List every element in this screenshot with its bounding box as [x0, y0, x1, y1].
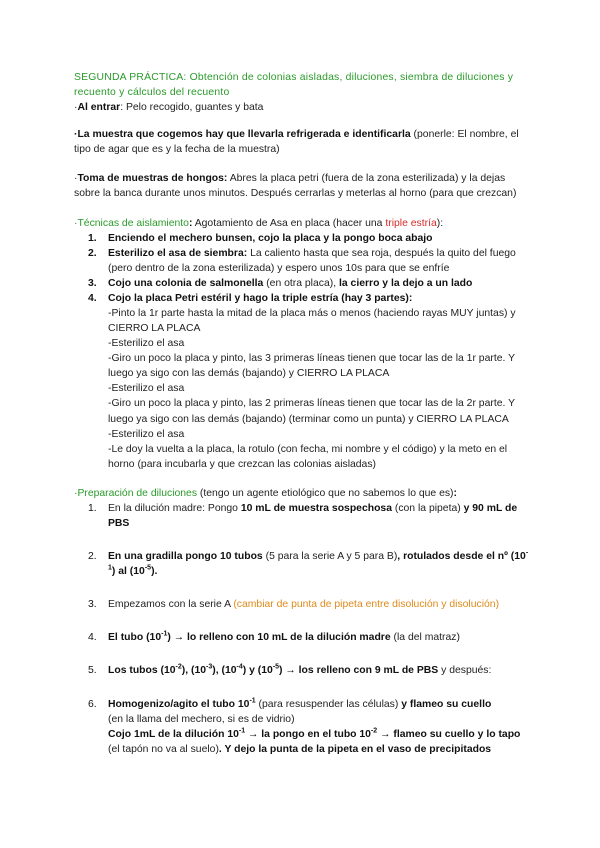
item-text: La caliento hasta que sea roja, después la quito del fuego (pero dentro de la zona esterilizada) y espero unos 10s para que se enfríe — [108, 247, 516, 274]
colon: : — [453, 487, 457, 499]
item-text: Enciendo el mechero bunsen, cojo la placa y la pongo boca abajo — [108, 232, 433, 244]
item-number: 3. — [88, 599, 97, 611]
triple-estria-highlight: triple estría — [385, 217, 437, 229]
item-text: → la pongo en el tubo 10 — [245, 728, 371, 740]
bullet: · — [74, 102, 78, 114]
tecnicas-list — [74, 231, 534, 472]
list-item — [74, 291, 534, 472]
page-title: SEGUNDA PRÁCTICA: Obtención de colonias aisladas, diluciones, siembra de diluciones y recuento y cálculos del recuento — [74, 72, 514, 99]
superscript: -2 — [370, 727, 378, 735]
item-text: ), (10 — [181, 665, 207, 677]
item-label: Esterilizo el asa de siembra: — [108, 247, 248, 259]
item-text: (5 para la serie A y 5 para B) — [262, 551, 398, 563]
item-number: 2. — [88, 551, 97, 563]
item-text: ) → los relleno con 9 mL de PBS — [279, 665, 439, 677]
item-number: 1. — [88, 502, 97, 514]
list-item — [74, 597, 534, 612]
tecnicas-text: Agotamiento de Asa en placa (hacer una — [192, 217, 386, 229]
superscript: -1 — [161, 630, 168, 638]
item-text: En la dilución madre: Pongo — [108, 502, 241, 514]
list-item — [74, 501, 534, 531]
item-bold: 10 mL de muestra sospechosa — [240, 502, 392, 514]
muestra-label: ·La muestra que cogemos hay que llevarla refrigerada e identificarla — [74, 129, 411, 141]
superscript: -4 — [236, 663, 243, 671]
muestra-text: (ponerle: El nombre, el tipo de agar que es y la fecha de la muestra) — [74, 129, 519, 156]
item-bold: . Y dejo la punta de la pipeta en el vaso de precipitados — [218, 743, 492, 755]
item-bold: En una gradilla pongo 10 tubos — [108, 551, 263, 563]
hongos-paragraph — [74, 171, 534, 201]
superscript: -5 — [144, 564, 152, 572]
item-number: 5. — [88, 665, 97, 677]
superscript: -1 — [238, 727, 246, 735]
item-label: Cojo la placa Petri estéril y hago la triple estría (hay 3 partes): — [108, 292, 413, 304]
muestra-paragraph — [74, 127, 534, 157]
item-bold — [108, 632, 391, 643]
item-bold: y flameo su cuello — [401, 698, 492, 710]
item-text: ) y (10 — [242, 665, 273, 677]
list-item — [74, 549, 534, 579]
item-text: (en la llama del mechero, si es de vidrio) — [108, 713, 295, 725]
step-line: -Giro un poco la placa y pinto, las 2 primeras líneas tienen que tocar las de la 2r parte. Y luego ya sigo con las demás (bajando) (terminar como un punta) y CIERRO LA PLACA — [108, 398, 515, 425]
item-text: El tubo (10 — [108, 632, 162, 644]
tecnicas-title: ·Técnicas de aislamiento — [74, 217, 189, 229]
item-text: ) → lo relleno con 10 mL de la dilución madre — [167, 632, 391, 644]
list-item — [74, 697, 534, 757]
step-line: -Esterilizo el asa — [108, 338, 185, 350]
item-number: 6. — [88, 698, 97, 710]
entrar-text: : Pelo recogido, guantes y bata — [120, 102, 264, 114]
item-text: (con la pipeta) — [391, 502, 464, 514]
step-line: -Pinto la 1r parte hasta la mitad de la placa más o menos (haciendo rayas MUY juntas) y CIERRO LA PLACA — [108, 308, 516, 335]
item-text: , rotulados desde el nº (10 — [397, 551, 526, 563]
item-text: y después: — [438, 665, 492, 677]
tecnicas-end: ): — [436, 217, 444, 229]
item-text: (la del matraz) — [390, 632, 460, 644]
diluciones-heading — [74, 486, 534, 501]
orange-note: (cambiar de punta de pipeta entre disolución y disolución) — [233, 599, 500, 611]
colon: : — [188, 217, 193, 229]
entrar-label: Al entrar — [77, 102, 121, 114]
item-number: 4. — [88, 632, 97, 644]
step-line: -Esterilizo el asa — [108, 428, 185, 440]
superscript: -3 — [206, 663, 213, 671]
list-item — [74, 630, 534, 645]
step-line: -Le doy la vuelta a la placa, la rotulo (con fecha, mi nombre y el código) y la meto en el horno (para incubarla y que crezcan las colonias aisladas) — [108, 443, 508, 470]
superscript: -1 — [249, 697, 256, 705]
list-item — [74, 276, 534, 291]
hongos-text: Abres la placa petri (fuera de la zona esterilizada) y la dejas sobre la banca durante unos minutos. Después cerrarlas y meterlas al horno (para que crezcan) — [74, 173, 517, 200]
item-text: → flameo su cuello y lo tapo — [377, 728, 521, 740]
item-number: 3. — [88, 277, 97, 289]
list-item — [74, 246, 534, 276]
item-label-2: la cierro y la dejo a un lado — [338, 277, 473, 289]
superscript: -5 — [272, 663, 280, 671]
superscript: -2 — [175, 663, 182, 671]
superscript: -1 — [108, 549, 529, 572]
step-line: -Giro un poco la placa y pinto, las 3 primeras líneas tienen que tocar las de la 1r parte. Y luego ya sigo con las demás (bajando) y CIERRO LA PLACA — [108, 353, 515, 380]
item-bold — [108, 729, 520, 740]
diluciones-list — [74, 501, 534, 757]
item-text: (el tapón no va al suelo) — [108, 743, 219, 755]
item-text: Empezamos con la serie A — [108, 599, 234, 611]
document-page — [74, 70, 534, 757]
item-number: 2. — [88, 247, 97, 259]
item-label: Cojo una colonia de salmonella — [108, 277, 264, 289]
list-item — [74, 231, 534, 246]
item-text: Cojo 1mL de la dilución 10 — [108, 728, 239, 740]
item-text: ) al (10 — [111, 566, 145, 578]
item-number: 4. — [88, 292, 97, 304]
item-text: ), (10 — [212, 665, 237, 677]
diluciones-text: (tengo un agente etiológico que no sabemos lo que es) — [197, 487, 454, 499]
item-text: Los tubos (10 — [108, 665, 176, 677]
step-line: -Esterilizo el asa — [108, 383, 185, 395]
item-bold — [108, 665, 438, 676]
item-bold: y 90 mL de PBS — [108, 502, 518, 530]
hongos-label: Toma de muestras de hongos: — [77, 173, 228, 185]
diluciones-title: ·Preparación de diluciones — [74, 487, 198, 499]
item-text: (en otra placa), — [263, 277, 339, 289]
entrar-line — [74, 100, 534, 115]
item-text: Homogenizo/agito el tubo 10 — [108, 698, 250, 710]
item-number: 1. — [88, 232, 97, 244]
list-item — [74, 663, 534, 678]
item-text: (para resuspender las células) — [255, 698, 402, 710]
item-text: ). — [151, 566, 158, 578]
tecnicas-heading — [74, 216, 534, 231]
bullet: · — [74, 173, 78, 185]
item-bold — [108, 699, 256, 710]
